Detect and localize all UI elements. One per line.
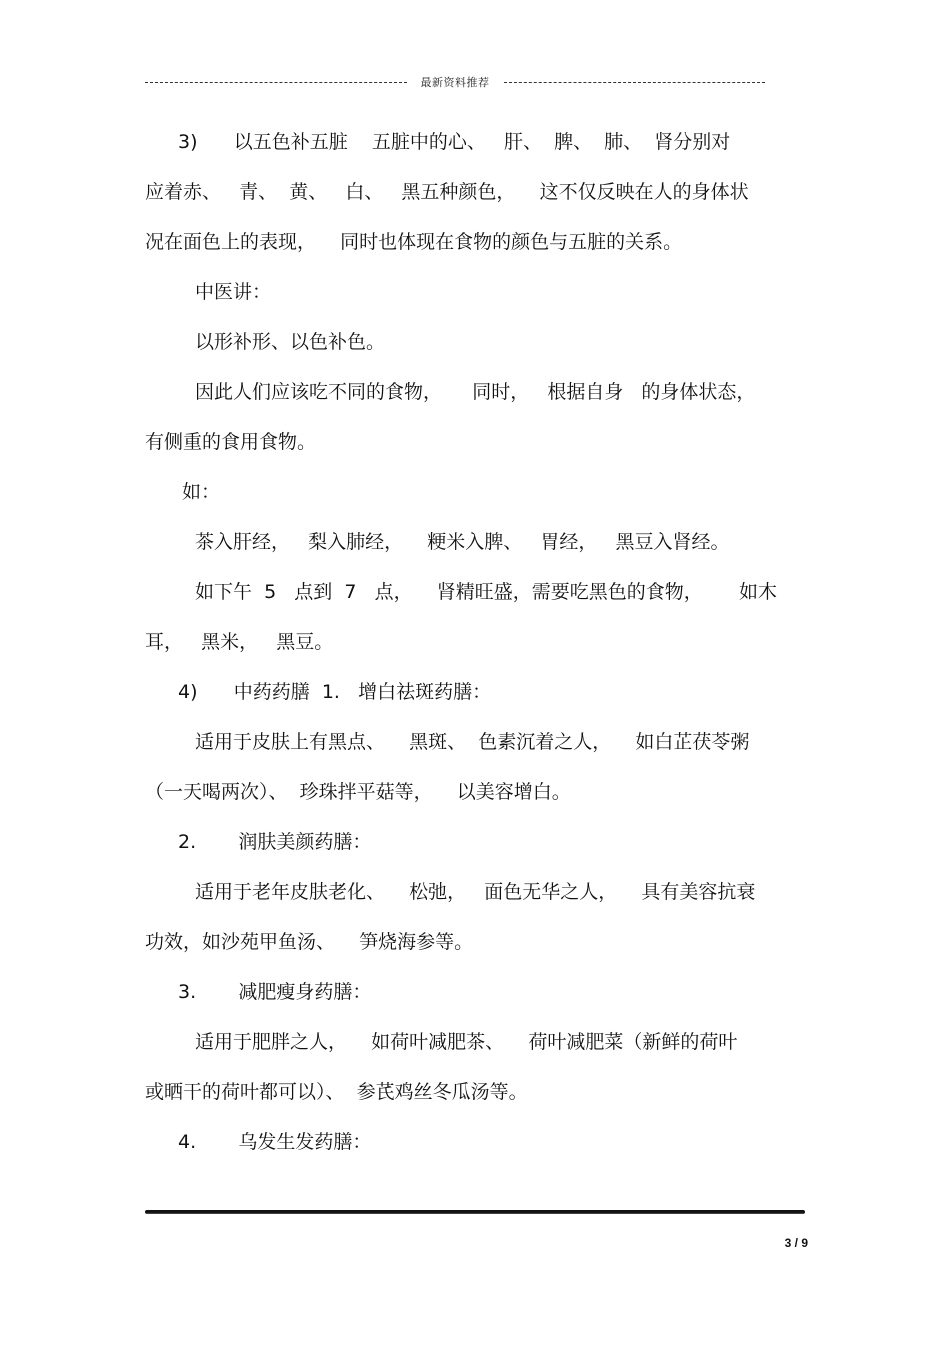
footer-rule [145, 1210, 805, 1214]
text-line: 适用于老年皮肤老化、 松弛， 面色无华之人， 具有美容抗衰 [195, 881, 756, 903]
text-line: 如下午 5 点到 7 点， 肾精旺盛，需要吃黑色的食物， 如木 [195, 581, 777, 603]
text-line: 适用于皮肤上有黑点、 黑斑、 色素沉着之人， 如白芷茯苓粥 [195, 731, 750, 753]
header-dash-left [145, 82, 407, 83]
text-line: 况在面色上的表现， 同时也体现在食物的颜色与五脏的关系。 [145, 231, 683, 253]
text-line: 中医讲： [195, 281, 272, 303]
text-line: 功效，如沙苑甲鱼汤、 笋烧海参等。 [145, 931, 474, 953]
header-title: 最新资料推荐 [420, 76, 490, 89]
text-line: 以形补形、以色补色。 [195, 331, 386, 353]
text-line: 或晒干的荷叶都可以）、 参芪鸡丝冬瓜汤等。 [145, 1081, 528, 1103]
page-header [145, 72, 765, 92]
text-line: 应着赤、 青、 黄、 白、 黑五种颜色， 这不仅反映在人的身体状 [145, 181, 749, 203]
text-line: 4) 中药药膳 1. 增白祛斑药膳： [178, 681, 492, 703]
header-dash-right [504, 82, 766, 83]
text-line: （一天喝两次）、 珍珠拌平菇等， 以美容增白。 [145, 781, 571, 803]
text-line: 因此人们应该吃不同的食物， 同时， 根据自身 的身体状态， [195, 381, 756, 403]
text-line: 适用于肥胖之人， 如荷叶减肥茶、 荷叶减肥菜（新鲜的荷叶 [195, 1031, 738, 1053]
page-number: 3 / 9 [784, 1236, 808, 1250]
text-line: 耳， 黑米， 黑豆。 [145, 631, 334, 653]
text-line: 茶入肝经， 梨入肺经， 粳米入脾、 胃经， 黑豆入肾经。 [195, 531, 730, 553]
text-line: 4. 乌发生发药膳： [178, 1131, 372, 1153]
text-line: 如： [182, 481, 221, 503]
text-line: 2. 润肤美颜药膳： [178, 831, 372, 853]
text-line: 有侧重的食用食物。 [145, 431, 317, 453]
text-line: 3. 减肥瘦身药膳： [178, 981, 372, 1003]
text-line: 3) 以五色补五脏 五脏中的心、 肝、 脾、 肺、 肾分别对 [178, 131, 731, 153]
